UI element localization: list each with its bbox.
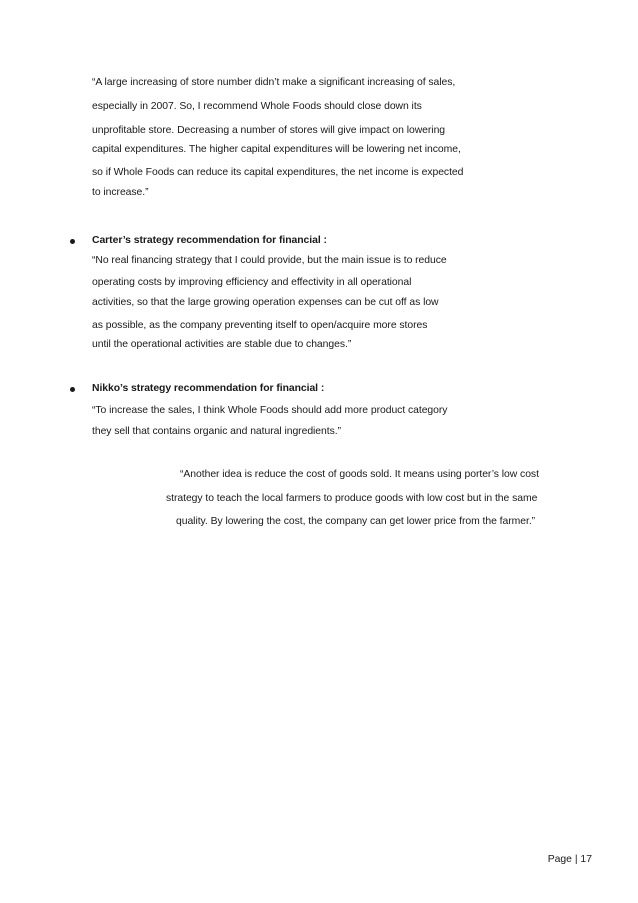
paragraph-1-line-5: so if Whole Foods can reduce its capital expenditures, the net income is expected [92, 167, 464, 178]
nikko-indented-line-1: “Another idea is reduce the cost of goods sold. It means using porter’s low cost [180, 469, 539, 480]
nikko-heading: Nikko’s strategy recommendation for financial : [92, 383, 325, 394]
page-number: Page | 17 [547, 854, 592, 865]
nikko-bullet [70, 387, 75, 392]
nikko-line-1: “To increase the sales, I think Whole Foods should add more product category [92, 405, 448, 416]
nikko-line-2: they sell that contains organic and natural ingredients.” [92, 426, 341, 437]
paragraph-1-line-2: especially in 2007. So, I recommend Whole Foods should close down its [92, 101, 422, 112]
nikko-indented-line-3: quality. By lowering the cost, the company can get lower price from the farmer.” [176, 516, 536, 527]
carter-line-2: operating costs by improving efficiency and effectivity in all operational [92, 277, 412, 288]
carter-line-1: “No real financing strategy that I could provide, but the main issue is to reduce [92, 255, 447, 266]
carter-line-5: until the operational activities are stable due to changes.” [92, 339, 352, 350]
carter-line-3: activities, so that the large growing operation expenses can be cut off as low [92, 297, 439, 308]
paragraph-1-line-6: to increase.” [92, 187, 149, 198]
paragraph-1-line-4: capital expenditures. The higher capital expenditures will be lowering net income, [92, 144, 461, 155]
paragraph-1-line-3: unprofitable store. Decreasing a number of stores will give impact on lowering [92, 125, 446, 136]
carter-bullet [70, 239, 75, 244]
paragraph-1-line-1: “A large increasing of store number didn’t make a significant increasing of sales, [92, 77, 456, 88]
nikko-indented-line-2: strategy to teach the local farmers to produce goods with low cost but in the same [166, 493, 538, 504]
carter-line-4: as possible, as the company preventing itself to open/acquire more stores [92, 320, 428, 331]
carter-heading: Carter’s strategy recommendation for financial : [92, 235, 327, 246]
